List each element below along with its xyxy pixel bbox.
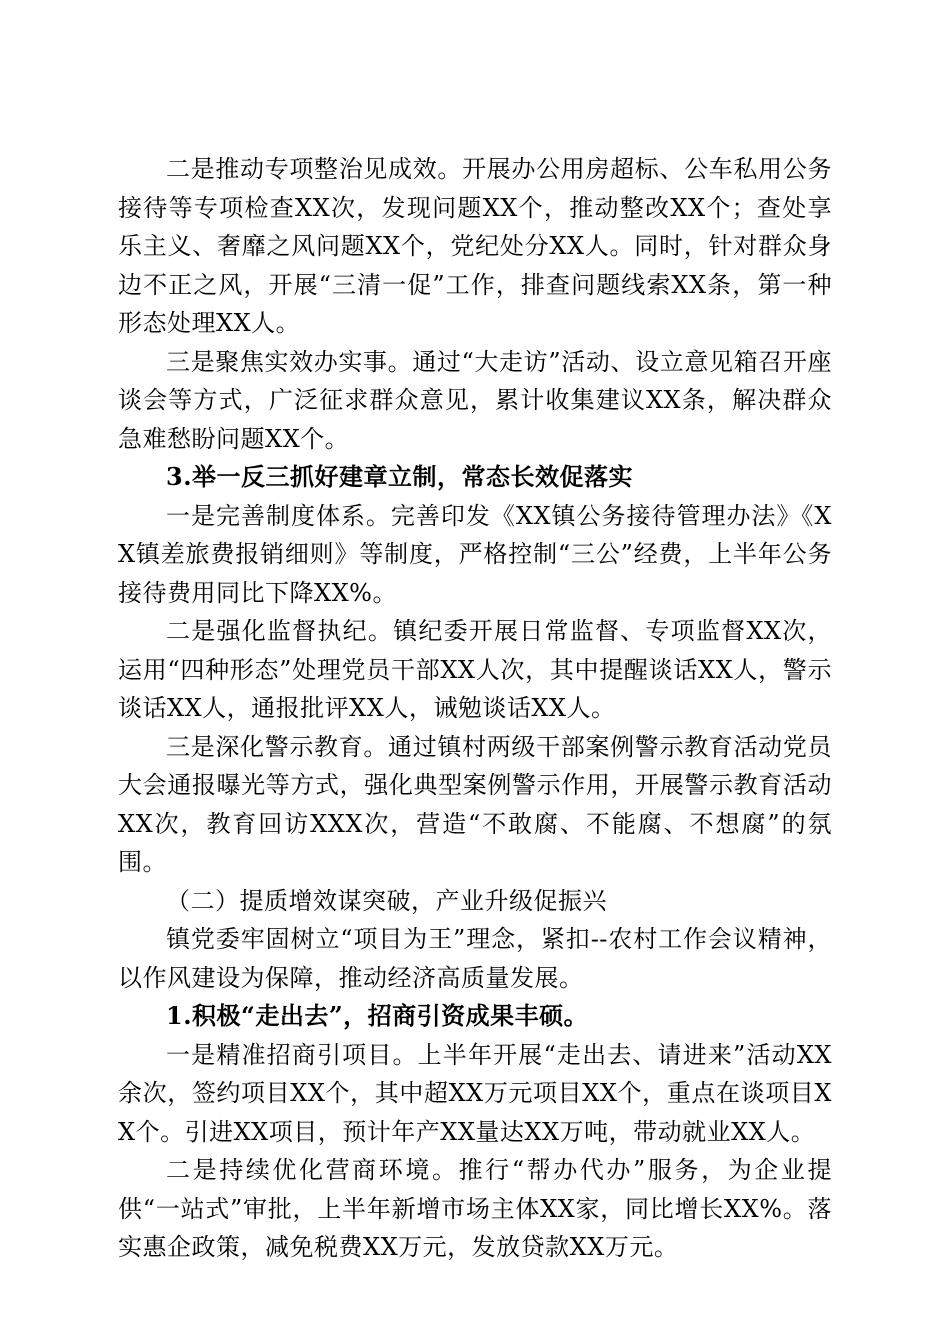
section-heading-institution-building: 3.举一反三抓好建章立制，常态长效促落实 — [166, 462, 634, 491]
paragraph-supervision-discipline: 二是强化监督执纪。镇纪委开展日常监督、专项监督XX次，运用“四种形态”处理党员干部XX人次，其中提醒谈话XX人，警示谈话XX人，通报批评XX人，诫勉谈话XX人。 — [118, 617, 832, 722]
paragraph-system-improvement: 一是完善制度体系。完善印发《XX镇公务接待管理办法》《XX镇差旅费报销细则》等制度，严格控制“三公”经费，上半年公务接待费用同比下降XX%。 — [118, 501, 832, 607]
section-heading-investment-attraction: 1.积极“走出去”，招商引资成果丰硕。 — [166, 1001, 589, 1030]
document-page — [118, 150, 832, 1267]
paragraph-business-environment: 二是持续优化营商环境。推行“帮办代办”服务，为企业提供“一站式”审批，上半年新增市场主体XX家，同比增长XX%。落实惠企政策，减免税费XX万元，发放贷款XX万元。 — [118, 1156, 832, 1261]
paragraph-warning-education: 三是深化警示教育。通过镇村两级干部案例警示教育活动党员大会通报曝光等方式，强化典型案例警示作用，开展警示教育活动XX次，教育回访XXX次，营造“不敢腐、不能腐、不想腐”的氛围。 — [118, 732, 832, 876]
section-heading-industry-upgrade: （二）提质增效谋突破，产业升级促振兴 — [166, 886, 607, 915]
paragraph-precision-investment: 一是精准招商引项目。上半年开展“走出去、请进来”活动XX余次，签约项目XX个，其中超XX万元项目XX个，重点在谈项目XX个。引进XX项目，预计年产XX量达XX万吨，带动就业XX人。 — [118, 1040, 832, 1146]
paragraph-party-committee: 镇党委牢固树立“项目为王”理念，紧扣--农村工作会议精神，以作风建设为保障，推动经济高质量发展。 — [118, 925, 832, 992]
paragraph-practical-matters: 三是聚焦实效办实事。通过“大走访”活动、设立意见箱召开座谈会等方式，广泛征求群众意见，累计收集建议XX条，解决群众急难愁盼问题XX个。 — [118, 347, 832, 453]
paragraph-special-rectification: 二是推动专项整治见成效。开展办公用房超标、公车私用公务接待等专项检查XX次，发现问题XX个，推动整改XX个；查处享乐主义、奢靡之风问题XX个，党纪处分XX人。同时，针对群众身边不正之风，开展“三清一促”工作，排查问题线索XX条，第一种形态处理XX人。 — [118, 155, 832, 337]
